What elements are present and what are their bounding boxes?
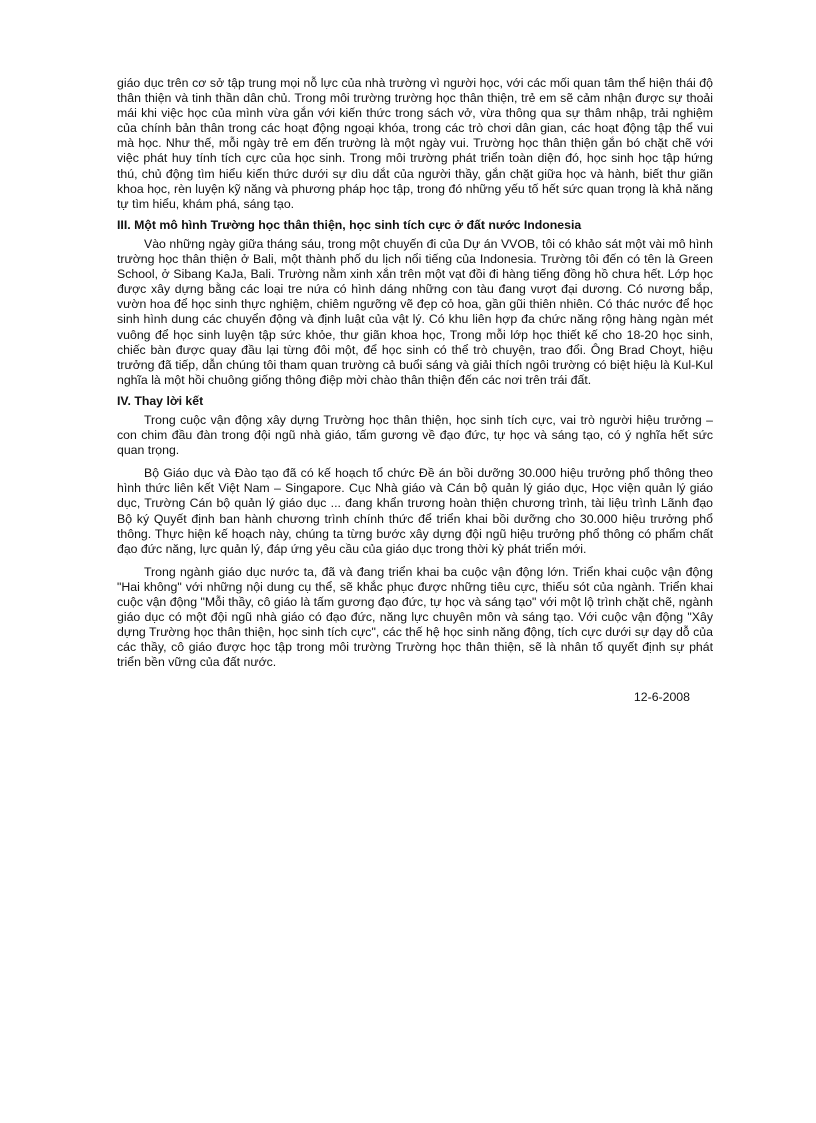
intro-paragraph: giáo dục trên cơ sở tập trung mọi nỗ lực của nhà trường vì người học, với các mối quan tâm thể hiện thái độ thân thiện và tinh thần dân chủ. Trong môi trường trường học thân thiện, trẻ em sẽ cảm nhận được sự thoải mái khi việc học của mình vừa gắn với kiến thức trong sách vở, vừa thông qua sự thâm nhập, trải nghiệm của chính bản thân trong các hoạt động ngoại khóa, trong các trò chơi dân gian, các hoạt động tập thể vui mà học. Như thế, mỗi ngày trẻ em đến trường là một ngày vui. Trường học thân thiện gắn bó chặt chẽ với việc phát huy tính tích cực của học sinh. Trong môi trường phát triển toàn diện đó, học sinh học tập hứng thú, chủ động tìm hiểu kiến thức dưới sự dìu dắt của người thầy, gắn chặt giữa học và hành, biết thư giãn khoa học, rèn luyện kỹ năng và phương pháp học tập, trong đó những yếu tố hết sức quan trọng là khả năng tự tìm hiểu, khám phá, sáng tạo. [117,76,713,211]
section-4-paragraph-2: Bộ Giáo dục và Đào tạo đã có kế hoạch tổ chức Đề án bồi dưỡng 30.000 hiệu trưởng phổ thông theo hình thức liên kết Việt Nam – Singapore. Cục Nhà giáo và Cán bộ quản lý giáo dục, Học viện quản lý giáo dục, Trường Cán bộ quản lý giáo dục ... đang khẩn trương hoàn thiện chương trình, tài liệu trình Lãnh đạo Bộ ký Quyết định ban hành chương trình chính thức để triển khai bồi dưỡng cho 30.000 hiệu trưởng phổ thông. Thực hiện kế hoạch này, chúng ta từng bước xây dựng đội ngũ hiệu trưởng phổ thông có phẩm chất đạo đức năng, lực quản lý, đáp ứng yêu cầu của giáo dục trong thời kỳ phát triển mới. [117,466,713,556]
section-3-heading: III. Một mô hình Trường học thân thiện, học sinh tích cực ở đất nước Indonesia [117,217,582,232]
document-date: 12-6-2008 [633,690,690,705]
section-3-paragraph: Vào những ngày giữa tháng sáu, trong một chuyến đi của Dự án VVOB, tôi có khảo sát một vài mô hình trường học thân thiện ở Bali, một thành phố du lịch nổi tiếng của Indonesia. Trường tôi đến có tên là Green School, ở Sibang KaJa, Bali. Trường nằm xinh xắn trên một vạt đồi đi hàng tiếng đồng hồ chưa hết. Lớp học được xây dựng bằng các loại tre nứa có hình dáng những con tàu đang vượt đại dương. Có nương bắp, vườn hoa để học sinh thực nghiệm, chiêm ngưỡng vẽ đẹp cỏ hoa, gần gũi thiên nhiên. Có thác nước để học sinh hình dung các chuyển động và định luật của vật lý. Có khu liên hợp đa chức năng rộng hàng ngàn mét vuông để học sinh luyện tập sức khỏe, thư giãn khoa học, Trong mỗi lớp học thiết kế cho 18-20 học sinh, chiếc bàn được quay đầu lại từng đôi một, để học sinh có thể trò chuyện, trao đổi. Ông Brad Choyt, hiệu trưởng đã tiếp, dẫn chúng tôi tham quan trường cả buổi sáng và giải thích ngôi trường có biệt hiệu là Kul-Kul nghĩa là một hồi chuông giống thông điệp mời chào thân thiện đến các nơi trên trái đất. [117,236,713,387]
section-4-paragraph-3: Trong ngành giáo dục nước ta, đã và đang triển khai ba cuộc vận động lớn. Triển khai cuộc vận động "Hai không" với những nội dung cụ thể, sẽ khắc phục được những tiêu cực, thiếu sót của ngành. Triển khai cuộc vận động "Mỗi thầy, cô giáo là tấm gương đạo đức, tự học và sáng tạo" với một lộ trình chặt chẽ, ngành giáo dục có một đội ngũ nhà giáo có đạo đức, năng lực chuyên môn và sáng tạo. Với cuộc vận động "Xây dựng Trường học thân thiện, học sinh tích cực", các thế hệ học sinh năng động, tích cực dưới sự dạy dỗ của các thầy, cô giáo được học tập trong môi trường Trường học thân thiện, sẽ là nhân tố quyết định sự phát triển bền vững của đất nước. [117,564,713,670]
section-4-heading: IV. Thay lời kết [117,393,204,408]
document-page [117,76,713,706]
section-4-paragraph-1: Trong cuộc vận động xây dựng Trường học thân thiện, học sinh tích cực, vai trò người hiệu trưởng – con chim đầu đàn trong đội ngũ nhà giáo, tấm gương về đạo đức, tự học và sáng tạo, có ý nghĩa hết sức quan trọng. [117,412,713,458]
